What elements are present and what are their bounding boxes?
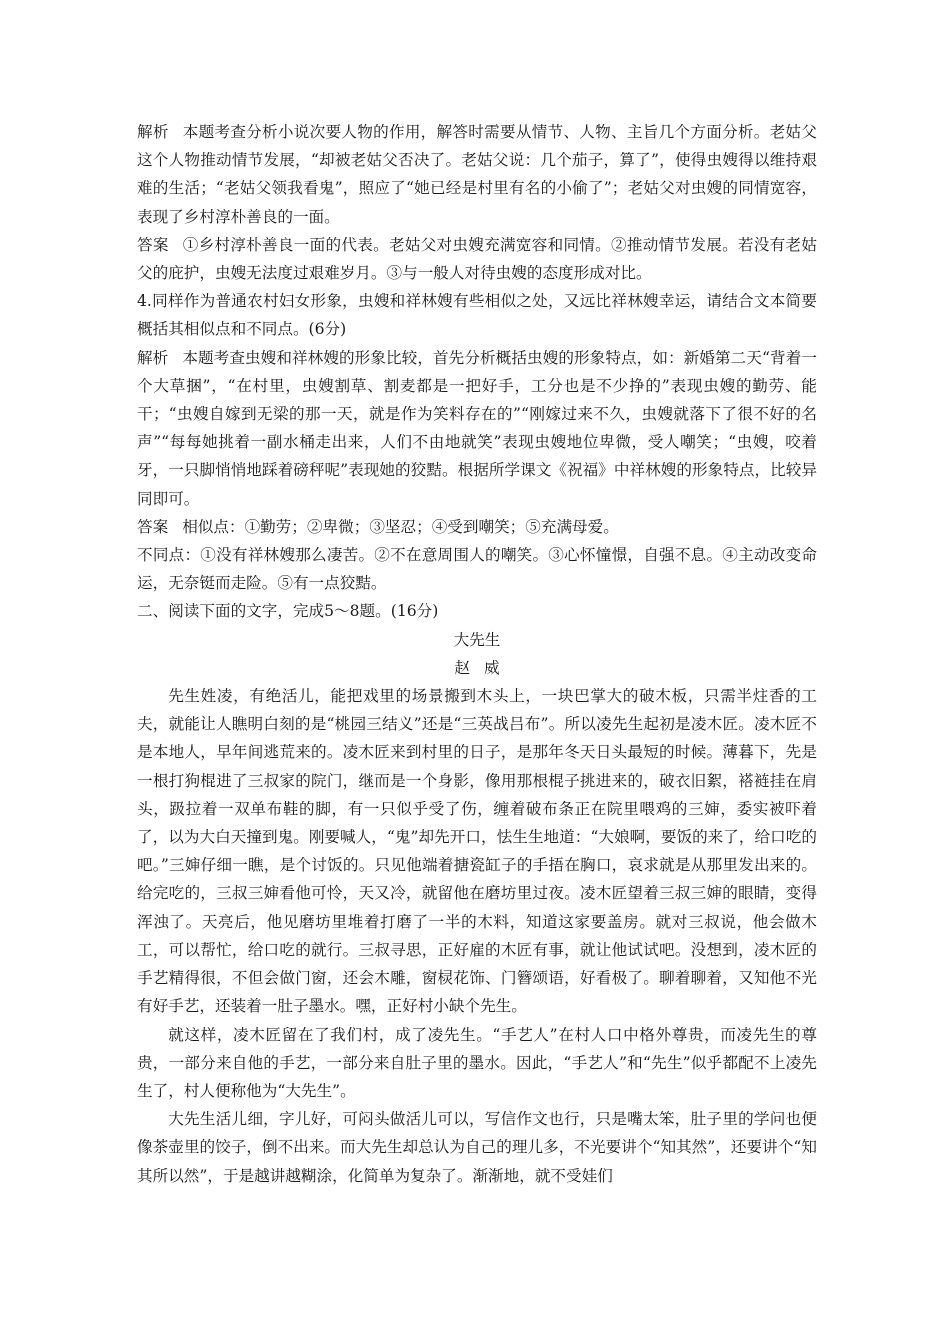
- analysis-label: 解析: [137, 348, 169, 367]
- author-name: 赵威: [454, 658, 514, 677]
- answer-text: ①乡村淳朴善良一面的代表。老姑父对虫嫂充满宽容和同情。②推动情节发展。若没有老姑父的庇护，虫嫂无法度过艰难岁月。③与一般人对待虫嫂的态度形成对比。: [137, 235, 817, 283]
- analysis-text: 本题考查虫嫂和祥林嫂的形象比较，首先分析概括虫嫂的形象特点，如：新婚第二天“背着一个大草捆”，“在村里，虫嫂割草、割麦都是一把好手，工分也是不少挣的”表现虫嫂的勤劳、能干；“虫嫂自嫁到无梁的那一天，就是作为笑料存在的”“刚嫁过来不久，虫嫂就落下了很不好的名声”“每每她挑着一副水桶走出来，人们不由地就笑”表现虫嫂地位卑微，受人嘲笑；“虫嫂，咬着牙，一只脚悄悄地踩着磅秤呢”表现她的狡黠。根据所学课文《祝福》中祥林嫂的形象特点，比较异同即可。: [137, 348, 817, 508]
- article-paragraph: 先生姓凌，有绝活儿，能把戏里的场景搬到木头上，一块巴掌大的破木板，只需半炷香的工夫，就能让人瞧明白刻的是“桃园三结义”还是“三英战吕布”。所以凌先生起初是凌木匠。凌木匠不是本地人，早年间逃荒来的。凌木匠来到村里的日子，是那年冬天日头最短的时候。薄暮下，先是一根打狗棍进了三叔家的院门，继而是一个身影，像用那根棍子挑进来的，破衣旧絮，褡裢挂在肩头，趿拉着一双单布鞋的脚，有一只似乎受了伤，缠着破布条正在院里喂鸡的三婶，委实被吓着了，以为大白天撞到鬼。刚要喊人，“鬼”却先开口，怯生生地道：“大娘啊，要饭的来了，给口吃的吧。”三婶仔细一瞧，是个讨饭的。只见他端着搪瓷缸子的手捂在胸口，哀求就是从那里发出来的。给完吃的，三叔三婶看他可怜，天又冷，就留他在磨坊里过夜。凌木匠望着三叔三婶的眼睛，变得浑浊了。天亮后，他见磨坊里堆着打磨了一半的木料，知道这家要盖房。就对三叔说，他会做木工，可以帮忙，给口吃的就行。三叔寻思，正好雇的木匠有事，就让他试试吧。没想到，凌木匠的手艺精得很，不但会做门窗，还会木雕，窗棂花饰、门簪颂语，好看极了。聊着聊着，又知他不光有好手艺，还装着一肚子墨水。嘿，正好村小缺个先生。: [137, 687, 817, 1016]
- q4-answer: [137, 513, 817, 541]
- section-heading: 二、阅读下面的文字，完成5～8题。(16分): [137, 602, 439, 621]
- document-page: [137, 118, 817, 1190]
- q4-analysis: [137, 344, 817, 513]
- answer-label: 答案: [137, 235, 169, 254]
- article-author: [137, 654, 817, 682]
- q4-differences: 不同点：①没有祥林嫂那么凄苦。②不在意周围人的嘲笑。③心怀憧憬，自强不息。④主动改变命运，无奈铤而走险。⑤有一点狡黠。: [137, 546, 817, 593]
- q3-analysis: [137, 118, 817, 231]
- q3-answer: [137, 231, 817, 287]
- article-paragraph: 就这样，凌木匠留在了我们村，成了凌先生。“手艺人”在村人口中格外尊贵，而凌先生的尊贵，一部分来自他的手艺，一部分来自肚子里的墨水。因此，“手艺人”和“先生”似乎都配不上凌先生了，村人便称他为“大先生”。: [137, 1025, 817, 1100]
- q4-question: 4.同样作为普通农村妇女形象，虫嫂和祥林嫂有些相似之处，又远比祥林嫂幸运，请结合文本简要概括其相似点和不同点。(6分): [137, 292, 817, 339]
- answer-label: 答案: [137, 517, 169, 536]
- article-title: 大先生: [453, 630, 501, 649]
- analysis-text: 本题考查分析小说次要人物的作用，解答时需要从情节、人物、主旨几个方面分析。老姑父这个人物推动情节发展，“却被老姑父否决了。老姑父说：几个茄子，算了”，使得虫嫂得以维持艰难的生活；“老姑父领我看鬼”，照应了“她已经是村里有名的小偷了”；老姑父对虫嫂的同情宽容，表现了乡村淳朴善良的一面。: [137, 123, 817, 226]
- article-paragraph: 大先生活儿细，字儿好，可闷头做活儿可以，写信作文也行，只是嘴太笨，肚子里的学问也便像茶壶里的饺子，倒不出来。而大先生却总认为自己的理儿多，不光要讲个“知其然”，还要讲个“知其所以然”，于是越讲越糊涂，化简单为复杂了。渐渐地，就不受娃们: [137, 1110, 817, 1185]
- analysis-label: 解析: [137, 123, 169, 141]
- answer-text: 相似点：①勤劳；②卑微；③坚忍；④受到嘲笑；⑤充满母爱。: [182, 517, 619, 536]
